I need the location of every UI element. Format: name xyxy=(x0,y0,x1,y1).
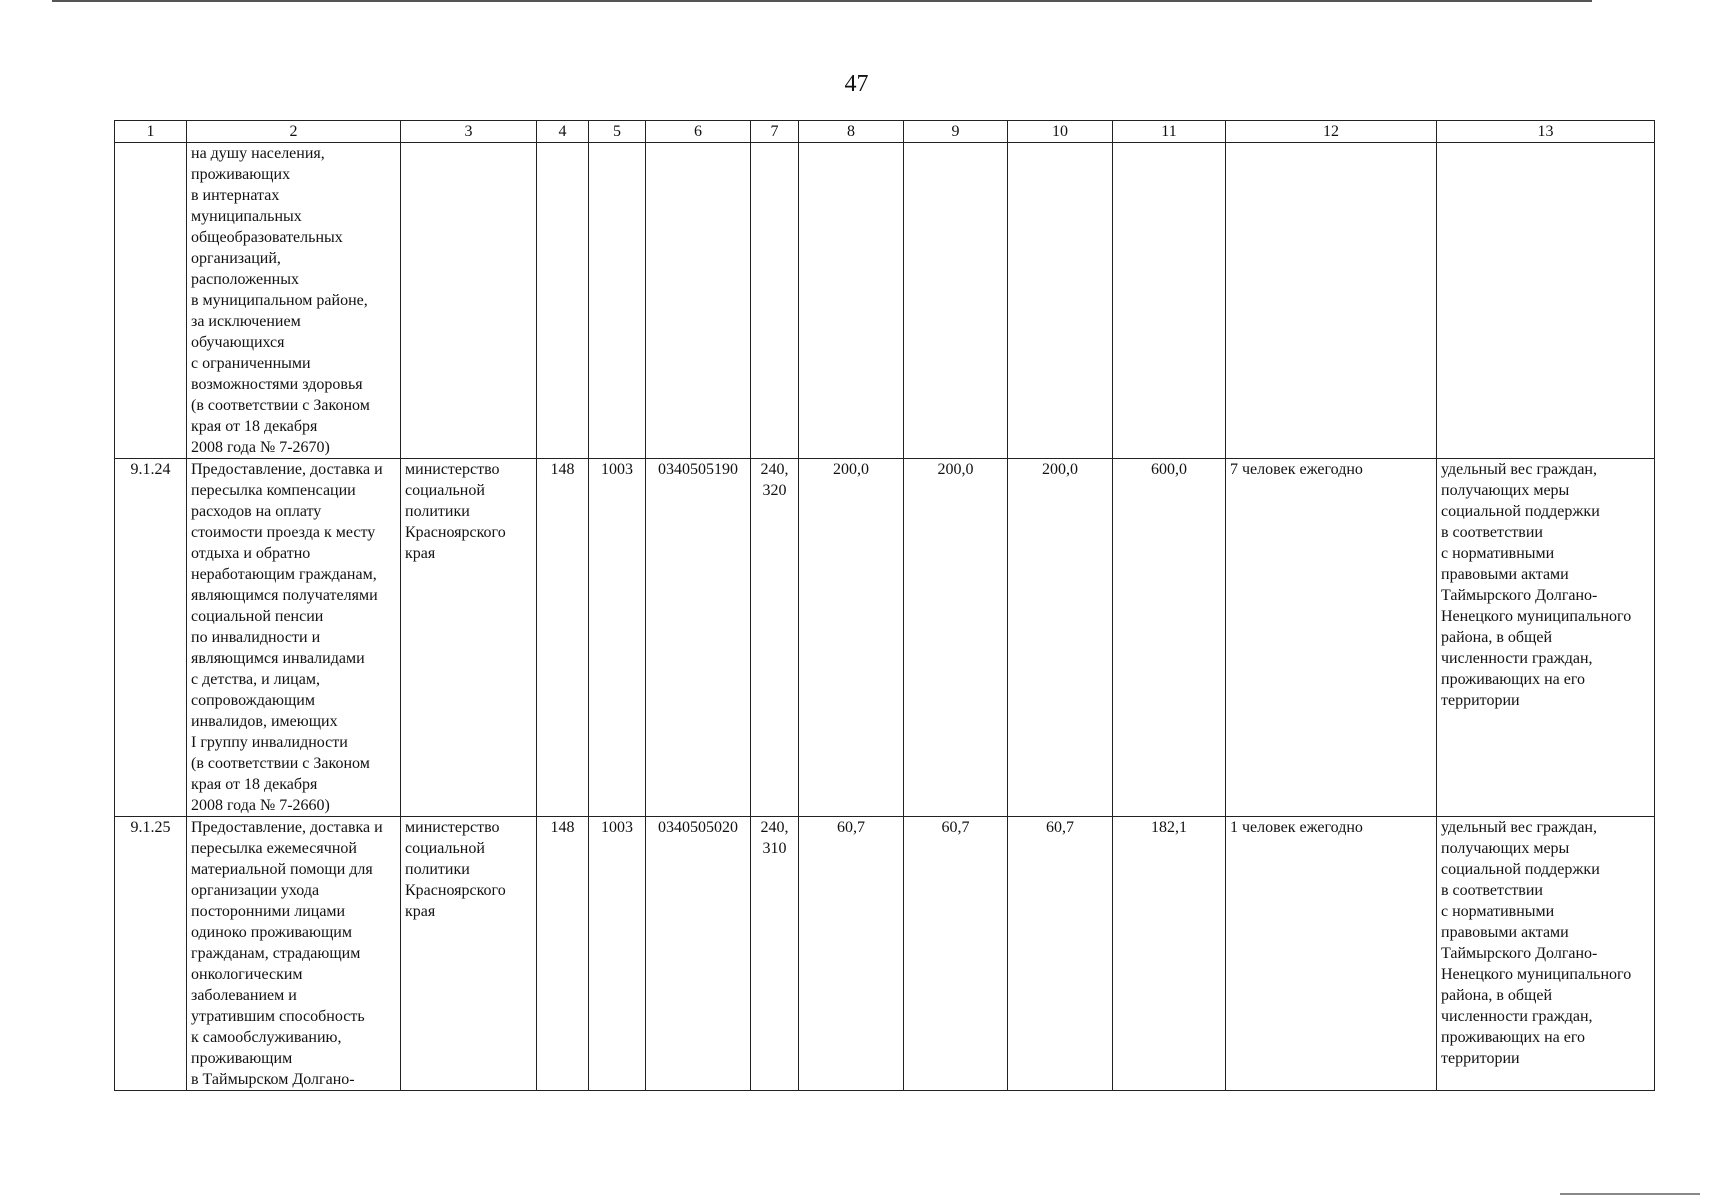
column-number: 10 xyxy=(1008,121,1113,143)
indicator-cell: удельный вес граждан, получающих меры социальной поддержки в соответствии с нормативными правовыми актами Таймырского Долгано- Ненецкого муниципального района, в общей численности граждан, проживающих на его территории xyxy=(1437,459,1655,817)
amount-cell: 60,7 xyxy=(799,817,904,1091)
code-cell: 240, 320 xyxy=(751,459,799,817)
column-number: 8 xyxy=(799,121,904,143)
administrator-cell: министерство социальной политики Красноярского края xyxy=(401,817,537,1091)
administrator-cell xyxy=(401,143,537,459)
page-number: 47 xyxy=(844,71,869,97)
column-number: 7 xyxy=(751,121,799,143)
column-number: 11 xyxy=(1113,121,1226,143)
result-cell xyxy=(1226,143,1437,459)
measure-name-cell: на душу населения, проживающих в интернатах муниципальных общеобразовательных организаций, расположенных в муниципальном районе, за исключением обучающихся с ограниченными возможностями здоровья (в соответствии с Законом края от 18 декабря 2008 года № 7-2670) xyxy=(187,143,401,459)
amount-cell xyxy=(904,143,1008,459)
table-row xyxy=(115,459,1655,817)
code-cell xyxy=(646,143,751,459)
indicator-cell xyxy=(1437,143,1655,459)
amount-cell xyxy=(1008,143,1113,459)
column-number: 5 xyxy=(589,121,646,143)
amount-cell: 60,7 xyxy=(1008,817,1113,1091)
table-row xyxy=(115,817,1655,1091)
amount-cell: 60,7 xyxy=(904,817,1008,1091)
budget-table xyxy=(114,120,1655,1091)
column-number: 12 xyxy=(1226,121,1437,143)
column-number: 6 xyxy=(646,121,751,143)
amount-cell: 200,0 xyxy=(799,459,904,817)
result-cell: 7 человек ежегодно xyxy=(1226,459,1437,817)
code-cell xyxy=(537,143,589,459)
amount-cell: 182,1 xyxy=(1113,817,1226,1091)
amount-cell xyxy=(1113,143,1226,459)
column-number: 9 xyxy=(904,121,1008,143)
measure-name-cell: Предоставление, доставка и пересылка ежемесячной материальной помощи для организации ухода посторонними лицами одиноко проживающим гражданам, страдающим онкологическим заболеванием и утратившим способность к самообслуживанию, проживающим в Таймырском Долгано- xyxy=(187,817,401,1091)
scan-edge-mark xyxy=(1560,1193,1700,1195)
code-cell: 0340505190 xyxy=(646,459,751,817)
measure-name-cell: Предоставление, доставка и пересылка компенсации расходов на оплату стоимости проезда к месту отдыха и обратно неработающим гражданам, являющимся получателями социальной пенсии по инвалидности и являющимся инвалидами с детства, и лицам, сопровождающим инвалидов, имеющих I группу инвалидности (в соответствии с Законом края от 18 декабря 2008 года № 7-2660) xyxy=(187,459,401,817)
column-number-row xyxy=(115,121,1655,143)
amount-cell: 200,0 xyxy=(904,459,1008,817)
result-cell: 1 человек ежегодно xyxy=(1226,817,1437,1091)
top-scan-border xyxy=(52,0,1592,2)
code-cell: 240, 310 xyxy=(751,817,799,1091)
column-number: 13 xyxy=(1437,121,1655,143)
amount-cell xyxy=(799,143,904,459)
column-number: 3 xyxy=(401,121,537,143)
amount-cell: 200,0 xyxy=(1008,459,1113,817)
code-cell: 1003 xyxy=(589,459,646,817)
item-number-cell xyxy=(115,143,187,459)
code-cell: 148 xyxy=(537,817,589,1091)
code-cell: 1003 xyxy=(589,817,646,1091)
code-cell: 148 xyxy=(537,459,589,817)
column-number: 4 xyxy=(537,121,589,143)
code-cell xyxy=(751,143,799,459)
code-cell: 0340505020 xyxy=(646,817,751,1091)
indicator-cell: удельный вес граждан, получающих меры социальной поддержки в соответствии с нормативными правовыми актами Таймырского Долгано- Ненецкого муниципального района, в общей численности граждан, проживающих на его территории xyxy=(1437,817,1655,1091)
item-number-cell: 9.1.24 xyxy=(115,459,187,817)
column-number: 1 xyxy=(115,121,187,143)
column-number: 2 xyxy=(187,121,401,143)
table-row xyxy=(115,143,1655,459)
item-number-cell: 9.1.25 xyxy=(115,817,187,1091)
code-cell xyxy=(589,143,646,459)
amount-cell: 600,0 xyxy=(1113,459,1226,817)
administrator-cell: министерство социальной политики Красноярского края xyxy=(401,459,537,817)
